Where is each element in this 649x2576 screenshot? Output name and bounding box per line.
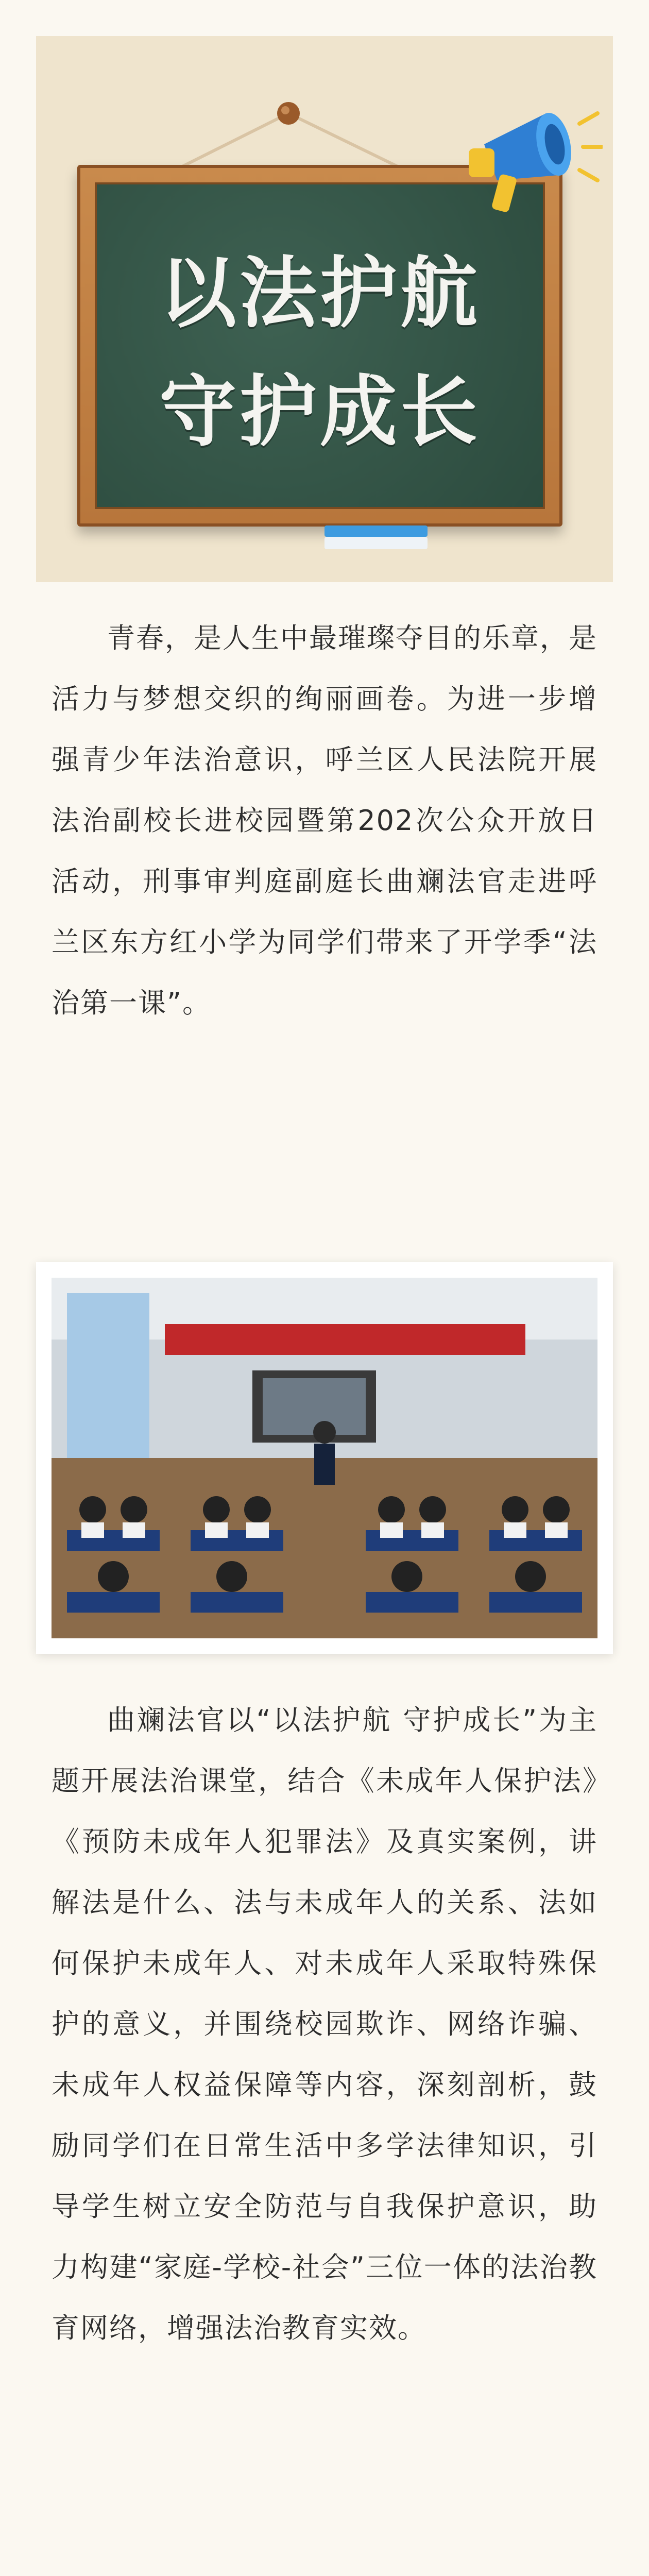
classroom-photo-main: [36, 1262, 613, 1654]
board-title-line1: 以法护航: [159, 249, 481, 338]
eraser-icon: [324, 526, 428, 549]
board-title-line2: 守护成长: [159, 367, 481, 457]
intro-paragraph: 青春，是人生中最璀璨夺目的乐章，是活力与梦想交织的绚丽画卷。为进一步增强青少年法治意识，呼兰区人民法院开展法治副校长进校园暨第202次公众开放日活动，刑事审判庭副庭长曲斓法官走进呼兰区东方红小学为同学们带来了开学季“法治第一课”。: [52, 622, 597, 1019]
megaphone-icon: [448, 103, 603, 222]
chalkboard: [95, 182, 545, 509]
lesson-paragraph: 曲斓法官以“以法护航 守护成长”为主题开展法治课堂，结合《未成年人保护法》《预防未成年人犯罪法》及真实案例，讲解法是什么、法与未成年人的关系、法如何保护未成年人、对未成年人采取特殊保护的意义，并围绕校园欺诈、网络诈骗、未成年人权益保障等内容，深刻剖析，鼓励同学们在日常生活中多学法律知识，引导学生树立安全防范与自我保护意识，助力构建“家庭-学校-社会”三位一体的法治教育网络，增强法治教育实效。: [52, 1704, 597, 2344]
header-banner: [36, 36, 613, 582]
